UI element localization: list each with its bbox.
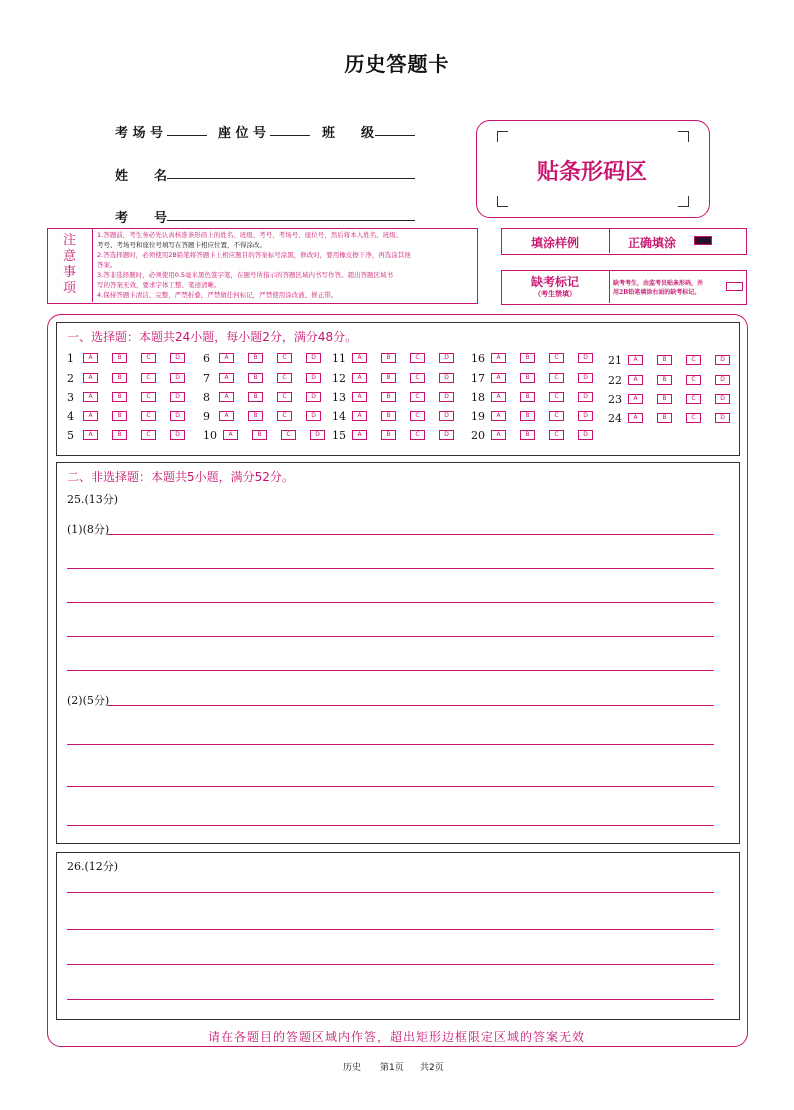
notice-text: [97, 230, 473, 300]
choice-bubble-c[interactable]: C: [141, 373, 156, 383]
choice-bubble-c[interactable]: C: [410, 411, 425, 421]
q26-label: 26.(12分): [67, 860, 119, 873]
footer-subject: 历史: [343, 1063, 362, 1073]
choice-bubble-b[interactable]: B: [657, 413, 672, 423]
exam-no-field[interactable]: [167, 220, 415, 221]
answer-line[interactable]: [67, 825, 714, 826]
choice-bubble-a[interactable]: A: [491, 430, 506, 440]
choice-bubble-a[interactable]: A: [83, 392, 98, 402]
choice-bubble-b[interactable]: B: [248, 411, 263, 421]
q25-1-label: (1)(8分): [67, 523, 110, 536]
answer-line[interactable]: [67, 786, 714, 787]
choice-bubble-b[interactable]: B: [520, 411, 535, 421]
choice-question-row: [471, 429, 607, 441]
answer-line[interactable]: [67, 999, 714, 1000]
choice-bubble-b[interactable]: B: [520, 430, 535, 440]
question-number: 15: [332, 428, 346, 442]
choice-bubble-d[interactable]: D: [170, 411, 185, 421]
question-number: 18: [471, 390, 485, 404]
choice-bubble-a[interactable]: A: [352, 353, 367, 363]
choice-bubble-a[interactable]: A: [83, 411, 98, 421]
choice-bubble-d[interactable]: D: [310, 430, 325, 440]
notice-line: 2.答选择题时，必须使用2B铅笔将答题卡上相应题目的答案标号涂黑，修改时，要用橡皮擦干净，再选涂其他: [97, 251, 411, 259]
choice-bubble-c[interactable]: C: [549, 411, 564, 421]
choice-bubble-d[interactable]: D: [439, 373, 454, 383]
choice-question-row: [203, 429, 339, 441]
choice-bubble-c[interactable]: C: [277, 392, 292, 402]
corner-mark: [497, 131, 508, 142]
answer-line[interactable]: [107, 534, 714, 535]
corner-mark: [678, 131, 689, 142]
notice-heading-char: 意: [62, 249, 76, 264]
name-field[interactable]: [167, 178, 415, 179]
answer-line[interactable]: [67, 929, 714, 930]
choice-bubble-c[interactable]: C: [410, 353, 425, 363]
choice-question-row: [332, 410, 468, 422]
question-number: 1: [67, 351, 74, 365]
choice-question-row: [332, 391, 468, 403]
footer-total: 共2页: [420, 1063, 444, 1073]
choice-bubble-a[interactable]: A: [352, 430, 367, 440]
question-number: 19: [471, 409, 485, 423]
answer-line[interactable]: [67, 670, 714, 671]
choice-bubble-a[interactable]: A: [83, 353, 98, 363]
absent-desc-line: 缺考考生，由监考员贴条形码，并: [613, 280, 704, 287]
choice-bubble-b[interactable]: B: [520, 392, 535, 402]
choice-bubble-a[interactable]: A: [83, 373, 98, 383]
choice-bubble-b[interactable]: B: [657, 375, 672, 385]
choice-question-row: [203, 391, 335, 403]
choice-bubble-a[interactable]: A: [491, 353, 506, 363]
choice-bubble-d[interactable]: D: [715, 355, 730, 365]
answer-line[interactable]: [67, 602, 714, 603]
choice-bubble-d[interactable]: D: [170, 353, 185, 363]
choice-question-row: [332, 352, 468, 364]
filled-sample-box: [694, 236, 712, 245]
choice-bubble-b[interactable]: B: [112, 373, 127, 383]
choice-bubble-d[interactable]: D: [578, 392, 593, 402]
question-number: 12: [332, 371, 346, 385]
section-nonchoice-title: 二、非选择题：本题共5小题，满分52分。: [67, 470, 294, 484]
choice-bubble-b[interactable]: B: [112, 392, 127, 402]
class-field[interactable]: [375, 135, 415, 136]
choice-bubble-c[interactable]: C: [281, 430, 296, 440]
choice-bubble-c[interactable]: C: [686, 413, 701, 423]
choice-bubble-a[interactable]: A: [491, 373, 506, 383]
choice-bubble-c[interactable]: C: [141, 392, 156, 402]
choice-bubble-c[interactable]: C: [410, 430, 425, 440]
choice-bubble-c[interactable]: C: [277, 353, 292, 363]
choice-bubble-a[interactable]: A: [352, 373, 367, 383]
answer-line[interactable]: [67, 744, 714, 745]
notice-heading: [47, 228, 93, 302]
question-number: 7: [203, 371, 210, 385]
footer-page: 第1页: [380, 1063, 404, 1073]
correct-fill-label: 正确填涂: [628, 236, 677, 250]
absent-sub-label: （考生禁填）: [534, 289, 576, 298]
question-number: 2: [67, 371, 74, 385]
choice-bubble-b[interactable]: B: [381, 411, 396, 421]
question-number: 13: [332, 390, 346, 404]
question-number: 20: [471, 428, 485, 442]
notice-line: 考号、考场号和座位号填写在答题卡相应位置，不得涂改。: [97, 241, 266, 249]
question-number: 23: [608, 392, 622, 406]
corner-mark: [497, 196, 508, 207]
section-choice-title: 一、选择题：本题共24小题，每小题2分，满分48分。: [67, 330, 358, 344]
choice-bubble-b[interactable]: B: [112, 430, 127, 440]
choice-bubble-b[interactable]: B: [252, 430, 267, 440]
question-number: 5: [67, 428, 74, 442]
barcode-area-label: 贴条形码区: [536, 159, 647, 185]
answer-line[interactable]: [67, 636, 714, 637]
answer-line[interactable]: [67, 964, 714, 965]
answer-line[interactable]: [107, 705, 714, 706]
choice-bubble-d[interactable]: D: [170, 392, 185, 402]
question-number: 3: [67, 390, 74, 404]
choice-bubble-b[interactable]: B: [657, 394, 672, 404]
choice-bubble-d[interactable]: D: [439, 392, 454, 402]
q26-box: [56, 852, 740, 1020]
choice-question-row: [67, 391, 199, 403]
choice-question-row: [608, 354, 744, 366]
choice-bubble-b[interactable]: B: [248, 353, 263, 363]
choice-bubble-a[interactable]: A: [219, 392, 234, 402]
choice-bubble-c[interactable]: C: [686, 394, 701, 404]
page-title: 历史答题卡: [344, 52, 450, 76]
question-number: 9: [203, 409, 210, 423]
choice-bubble-a[interactable]: A: [628, 394, 643, 404]
absent-label: 缺考标记: [530, 275, 579, 289]
choice-bubble-d[interactable]: D: [578, 373, 593, 383]
notice-line: 4.保持答题卡清洁、完整，严禁折叠，严禁做任何标记，严禁使用涂改液、修正带。: [97, 291, 338, 299]
exam-no-label: 考 号: [115, 211, 168, 226]
choice-question-row: [471, 372, 607, 384]
choice-bubble-a[interactable]: A: [491, 411, 506, 421]
choice-bubble-c[interactable]: C: [277, 373, 292, 383]
choice-bubble-d[interactable]: D: [715, 394, 730, 404]
choice-question-row: [471, 391, 607, 403]
choice-bubble-b[interactable]: B: [112, 411, 127, 421]
choice-question-row: [608, 393, 744, 405]
choice-bubble-d[interactable]: D: [306, 411, 321, 421]
absent-description: [613, 279, 703, 297]
choice-bubble-d[interactable]: D: [578, 411, 593, 421]
choice-bubble-d[interactable]: D: [170, 430, 185, 440]
choice-bubble-b[interactable]: B: [381, 353, 396, 363]
q25-2-label: (2)(5分): [67, 694, 110, 707]
choice-bubble-a[interactable]: A: [628, 375, 643, 385]
choice-bubble-a[interactable]: A: [352, 392, 367, 402]
choice-bubble-c[interactable]: C: [686, 355, 701, 365]
choice-bubble-b[interactable]: B: [381, 392, 396, 402]
choice-question-row: [471, 410, 607, 422]
choice-bubble-c[interactable]: C: [686, 375, 701, 385]
question-number: 17: [471, 371, 485, 385]
choice-question-row: [203, 352, 335, 364]
choice-question-row: [332, 372, 468, 384]
question-number: 8: [203, 390, 210, 404]
name-label: 姓 名: [115, 169, 168, 184]
question-number: 22: [608, 373, 622, 387]
seat-field[interactable]: [270, 135, 310, 136]
choice-bubble-c[interactable]: C: [410, 392, 425, 402]
choice-question-row: [67, 352, 199, 364]
choice-bubble-a[interactable]: A: [352, 411, 367, 421]
choice-bubble-b[interactable]: B: [381, 430, 396, 440]
choice-bubble-d[interactable]: D: [439, 430, 454, 440]
notice-line: 3.答非选择题时，必须使用0.5毫米黑色签字笔，在题号所指示的答题区域内书写作答。超出答题区域书: [97, 271, 394, 279]
footer-warning: 请在各题目的答题区域内作答，超出矩形边框限定区域的答案无效: [207, 1030, 585, 1044]
choice-bubble-b[interactable]: B: [112, 353, 127, 363]
seat-label: 座 位 号: [218, 126, 267, 141]
answer-line[interactable]: [67, 568, 714, 569]
notice-heading-char: 注: [62, 233, 76, 248]
choice-bubble-b[interactable]: B: [248, 373, 263, 383]
choice-bubble-a[interactable]: A: [83, 430, 98, 440]
choice-bubble-d[interactable]: D: [170, 373, 185, 383]
question-number: 24: [608, 411, 622, 425]
class-label: 班 级: [322, 126, 375, 141]
question-number: 16: [471, 351, 485, 365]
sample-label: 填涂样例: [530, 236, 579, 250]
choice-question-row: [608, 412, 744, 424]
choice-bubble-c[interactable]: C: [549, 353, 564, 363]
choice-bubble-c[interactable]: C: [141, 353, 156, 363]
choice-bubble-a[interactable]: A: [219, 411, 234, 421]
choice-question-row: [608, 374, 744, 386]
choice-bubble-c[interactable]: C: [277, 411, 292, 421]
question-number: 21: [608, 353, 622, 367]
q25-label: 25.(13分): [67, 493, 119, 506]
choice-bubble-c[interactable]: C: [549, 430, 564, 440]
choice-bubble-d[interactable]: D: [439, 353, 454, 363]
choice-bubble-d[interactable]: D: [306, 373, 321, 383]
choice-question-row: [67, 410, 199, 422]
choice-bubble-a[interactable]: A: [219, 353, 234, 363]
answer-line[interactable]: [67, 892, 714, 893]
notice-heading-char: 项: [62, 281, 76, 296]
question-number: 4: [67, 409, 74, 423]
choice-bubble-b[interactable]: B: [381, 373, 396, 383]
choice-bubble-b[interactable]: B: [248, 392, 263, 402]
choice-bubble-b[interactable]: B: [657, 355, 672, 365]
choice-bubble-c[interactable]: C: [141, 411, 156, 421]
question-number: 11: [332, 351, 346, 365]
choice-bubble-d[interactable]: D: [306, 353, 321, 363]
choice-bubble-a[interactable]: A: [628, 413, 643, 423]
notice-line: 答案。: [97, 261, 117, 269]
choice-bubble-a[interactable]: A: [223, 430, 238, 440]
choice-question-row: [67, 372, 199, 384]
choice-question-row: [203, 372, 335, 384]
exam-room-field[interactable]: [167, 135, 207, 136]
choice-bubble-c[interactable]: C: [549, 392, 564, 402]
notice-heading-char: 事: [62, 265, 76, 280]
choice-bubble-b[interactable]: B: [520, 373, 535, 383]
notice-line: 写的答案无效，要求字体工整、笔迹清晰。: [97, 281, 221, 289]
corner-mark: [678, 196, 689, 207]
choice-bubble-c[interactable]: C: [549, 373, 564, 383]
choice-bubble-c[interactable]: C: [141, 430, 156, 440]
choice-bubble-d[interactable]: D: [578, 430, 593, 440]
notice-line: 1.答题前，考生务必先认真核准条形码上的姓名、班级、考号、考场号、座位号，然后将本人姓名、班级、: [97, 231, 403, 239]
question-number: 6: [203, 351, 210, 365]
absent-checkbox[interactable]: [726, 282, 743, 291]
choice-bubble-d[interactable]: D: [715, 375, 730, 385]
choice-bubble-a[interactable]: A: [491, 392, 506, 402]
question-number: 10: [203, 428, 217, 442]
choice-question-row: [332, 429, 468, 441]
choice-bubble-d[interactable]: D: [306, 392, 321, 402]
choice-question-row: [203, 410, 335, 422]
question-number: 14: [332, 409, 346, 423]
choice-bubble-d[interactable]: D: [578, 353, 593, 363]
absent-desc-line: 用2B铅笔填涂右面的缺考标记。: [613, 289, 701, 296]
choice-question-row: [471, 352, 607, 364]
choice-question-row: [67, 429, 199, 441]
choice-bubble-a[interactable]: A: [219, 373, 234, 383]
choice-bubble-b[interactable]: B: [520, 353, 535, 363]
choice-bubble-d[interactable]: D: [439, 411, 454, 421]
choice-bubble-c[interactable]: C: [410, 373, 425, 383]
choice-bubble-a[interactable]: A: [628, 355, 643, 365]
choice-bubble-d[interactable]: D: [715, 413, 730, 423]
exam-room-label: 考 场 号: [115, 126, 164, 141]
